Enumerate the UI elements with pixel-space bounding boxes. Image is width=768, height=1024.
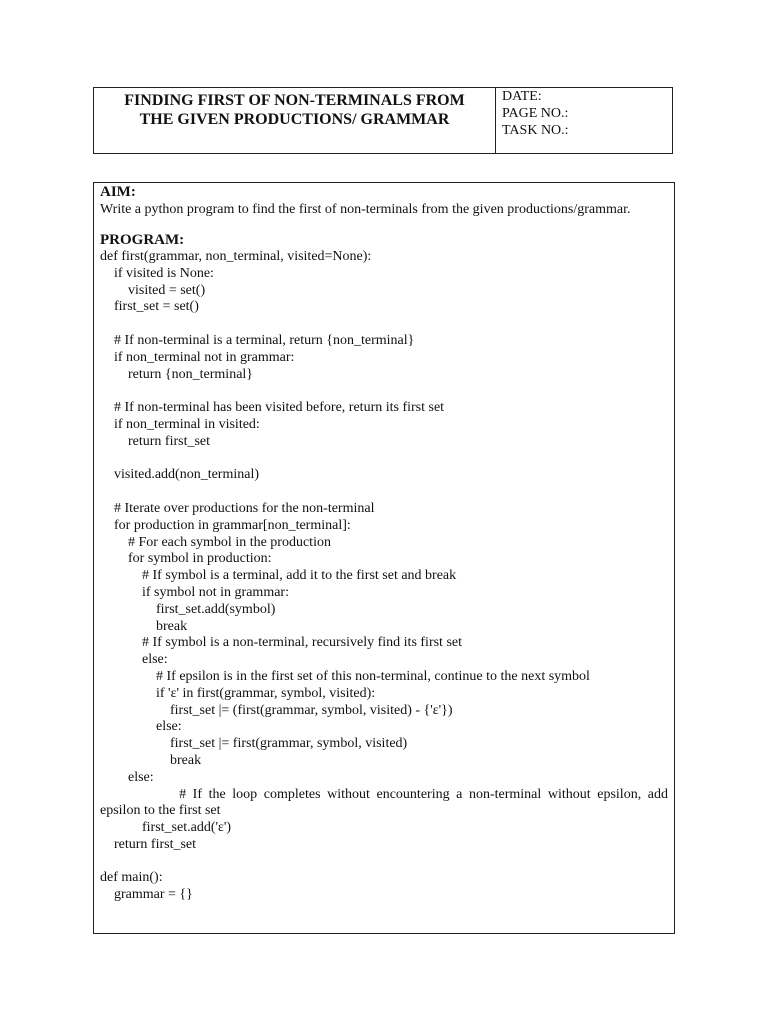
code-line: first_set |= (first(grammar, symbol, visited) - {'ε'}): [100, 702, 453, 718]
aim-heading: AIM:: [100, 184, 136, 200]
code-line: return first_set: [100, 433, 211, 449]
task-number-label: TASK NO.:: [502, 123, 569, 138]
code-line: break: [100, 618, 188, 634]
code-line: epsilon to the first set: [100, 803, 221, 819]
code-line: else:: [100, 769, 154, 785]
code-line: return first_set: [100, 836, 197, 852]
code-line: if non_terminal not in grammar:: [100, 349, 295, 365]
code-line: first_set |= first(grammar, symbol, visited): [100, 736, 408, 752]
code-line: first_set = set(): [100, 299, 199, 315]
code-line: for production in grammar[non_terminal]:: [100, 517, 351, 533]
code-line: [100, 854, 668, 871]
code-line: [100, 451, 668, 468]
date-label: DATE:: [502, 89, 542, 104]
code-line: # For each symbol in the production: [100, 534, 331, 550]
code-line: grammar = {}: [100, 887, 193, 903]
code-block: [100, 249, 668, 904]
header-meta: [496, 88, 672, 153]
program-heading: PROGRAM:: [100, 232, 185, 248]
header-table: [93, 87, 673, 154]
code-line: else:: [100, 719, 182, 735]
code-line: [100, 383, 668, 400]
code-line: [100, 316, 668, 333]
code-line: # Iterate over productions for the non-terminal: [100, 500, 375, 516]
code-line: else:: [100, 652, 168, 668]
code-line: visited.add(non_terminal): [100, 467, 260, 483]
code-line: if 'ε' in first(grammar, symbol, visited):: [100, 685, 376, 701]
code-line: if symbol not in grammar:: [100, 584, 289, 600]
aim-text: Write a python program to find the first of non-terminals from the given productions/grammar.: [100, 202, 631, 217]
code-line: break: [100, 752, 202, 768]
code-line: [100, 484, 668, 501]
code-line: for symbol in production:: [100, 551, 272, 567]
code-line: def main():: [100, 870, 163, 886]
content-box: [93, 182, 675, 934]
code-line: visited = set(): [100, 282, 206, 298]
code-line: def first(grammar, non_terminal, visited=None):: [100, 249, 372, 264]
page-number-label: PAGE NO.:: [502, 106, 569, 121]
code-line: if non_terminal in visited:: [100, 416, 260, 432]
code-line: # If symbol is a non-terminal, recursively find its first set: [100, 635, 462, 651]
code-line: # If epsilon is in the first set of this non-terminal, continue to the next symbol: [100, 668, 590, 684]
code-line: first_set.add(symbol): [100, 601, 276, 617]
code-line: # If the loop completes without encountering a non-terminal without epsilon, add: [100, 786, 668, 802]
code-line: return {non_terminal}: [100, 366, 254, 382]
code-line: # If symbol is a terminal, add it to the first set and break: [100, 568, 457, 584]
title-line-2: THE GIVEN PRODUCTIONS/ GRAMMAR: [139, 111, 450, 128]
title-line-1: FINDING FIRST OF NON-TERMINALS FROM: [124, 92, 465, 109]
code-line: if visited is None:: [100, 265, 214, 281]
code-line: first_set.add('ε'): [100, 820, 232, 836]
code-line: # If non-terminal has been visited before, return its first set: [100, 400, 445, 416]
code-line: # If non-terminal is a terminal, return {non_terminal}: [100, 332, 415, 348]
page-title: [94, 88, 496, 153]
